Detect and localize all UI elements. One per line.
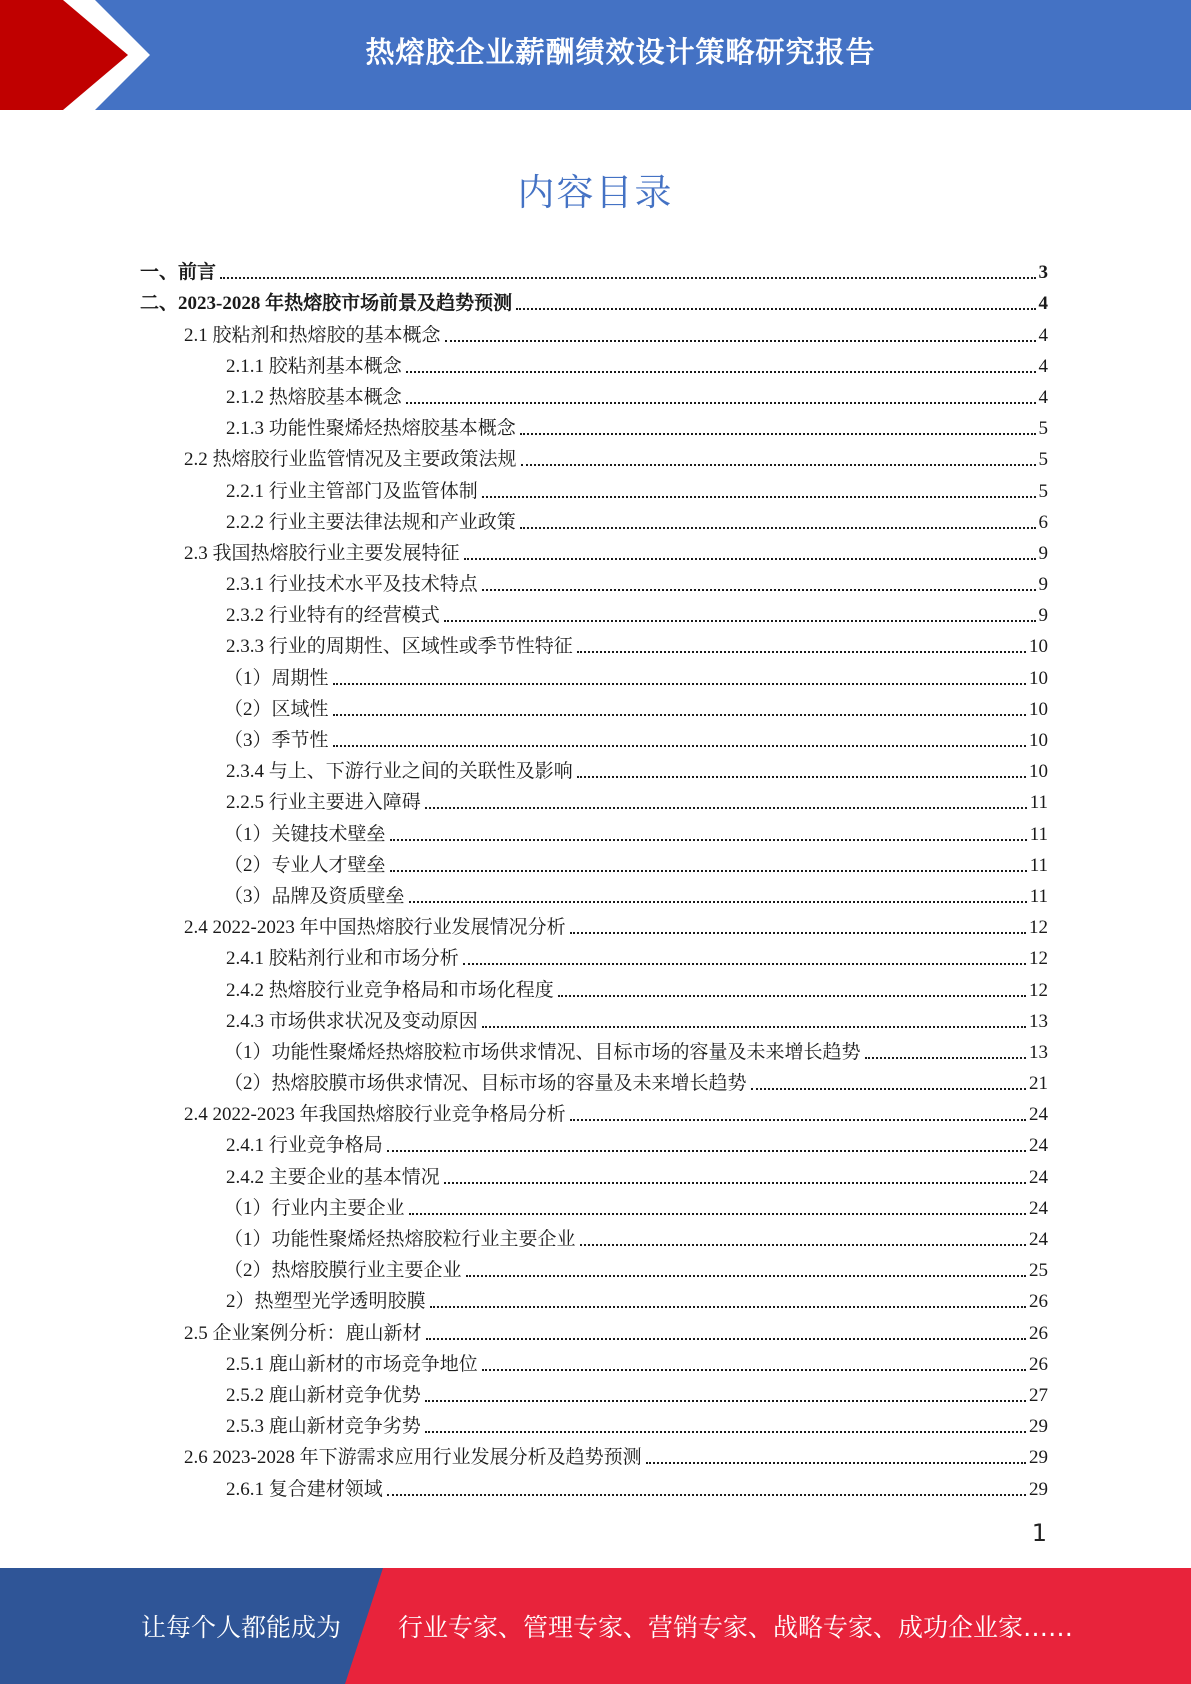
toc-entry-label: 2.2.2 行业主要法律法规和产业政策 <box>226 511 516 533</box>
toc-dot-leader <box>445 340 1036 342</box>
toc-entry[interactable] <box>140 1095 1048 1126</box>
toc-entry[interactable] <box>140 347 1048 378</box>
toc-entry-page: 3 <box>1038 262 1048 284</box>
toc-entry[interactable] <box>140 409 1048 440</box>
toc-entry[interactable] <box>140 315 1048 346</box>
toc-dot-leader <box>220 277 1035 279</box>
toc-dot-leader <box>387 1150 1026 1152</box>
toc-entry-page: 4 <box>1038 324 1048 346</box>
table-of-contents <box>140 253 1048 1501</box>
toc-dot-leader <box>406 402 1036 404</box>
toc-entry-page: 11 <box>1029 823 1048 845</box>
toc-dot-leader <box>425 807 1027 809</box>
toc-dot-leader <box>570 932 1026 934</box>
toc-dot-leader <box>516 308 1035 310</box>
toc-entry[interactable] <box>140 1126 1048 1157</box>
toc-entry-label: 2.4.1 胶粘剂行业和市场分析 <box>226 948 459 970</box>
toc-entry-page: 21 <box>1029 1073 1048 1095</box>
toc-entry-page: 11 <box>1029 792 1048 814</box>
toc-entry-page: 13 <box>1029 1010 1048 1032</box>
toc-entry-page: 10 <box>1029 698 1048 720</box>
toc-entry-page: 5 <box>1038 480 1048 502</box>
toc-entry-page: 4 <box>1038 386 1048 408</box>
toc-entry[interactable] <box>140 658 1048 689</box>
toc-entry-label: （1）功能性聚烯烃热熔胶粒市场供求情况、目标市场的容量及未来增长趋势 <box>224 1041 861 1063</box>
toc-entry-label: 2.5.2 鹿山新材竞争优势 <box>226 1384 421 1406</box>
toc-dot-leader <box>333 714 1026 716</box>
toc-entry-label: 2.2.5 行业主要进入障碍 <box>226 792 421 814</box>
footer-slogan-right: 行业专家、管理专家、营销专家、战略专家、成功企业家…… <box>398 1613 1074 1642</box>
toc-entry[interactable] <box>140 939 1048 970</box>
toc-dot-leader <box>333 683 1026 685</box>
toc-entry-page: 29 <box>1029 1416 1048 1438</box>
toc-dot-leader <box>577 651 1026 653</box>
toc-entry-page: 10 <box>1029 667 1048 689</box>
toc-entry-label: 2.4.2 主要企业的基本情况 <box>226 1166 440 1188</box>
toc-entry[interactable] <box>140 877 1048 908</box>
toc-entry[interactable] <box>140 1407 1048 1438</box>
toc-entry-label: 2.2 热熔胶行业监管情况及主要政策法规 <box>184 449 517 471</box>
toc-entry[interactable] <box>140 1002 1048 1033</box>
toc-entry[interactable] <box>140 1345 1048 1376</box>
toc-entry-page: 10 <box>1029 730 1048 751</box>
toc-dot-leader <box>333 745 1026 747</box>
toc-entry-page: 24 <box>1029 1104 1048 1126</box>
toc-entry-label: 2.4 2022-2023 年我国热熔胶行业竞争格局分析 <box>184 1104 566 1126</box>
toc-entry-label: 一、前言 <box>140 262 217 284</box>
toc-entry-label: （1）关键技术壁垒 <box>224 823 386 845</box>
toc-entry-page: 9 <box>1038 574 1048 596</box>
toc-entry-label: 2.1.2 热熔胶基本概念 <box>226 386 402 408</box>
toc-entry[interactable] <box>140 970 1048 1001</box>
toc-entry-page: 4 <box>1038 293 1048 315</box>
toc-dot-leader <box>444 620 1036 622</box>
toc-entry[interactable] <box>140 783 1048 814</box>
toc-entry-page: 24 <box>1029 1166 1048 1188</box>
toc-dot-leader <box>521 464 1036 466</box>
toc-dot-leader <box>482 589 1036 591</box>
toc-dot-leader <box>482 1369 1026 1371</box>
toc-entry-label: 2.4.3 市场供求状况及变动原因 <box>226 1010 478 1032</box>
toc-entry-page: 5 <box>1038 418 1048 440</box>
toc-heading: 内容目录 <box>517 171 674 214</box>
toc-entry-label: （1）周期性 <box>224 667 329 689</box>
toc-entry[interactable] <box>140 908 1048 939</box>
toc-dot-leader <box>865 1057 1026 1059</box>
toc-entry-label: 2.6.1 复合建材领域 <box>226 1478 383 1500</box>
toc-dot-leader <box>426 1338 1026 1340</box>
toc-entry-page: 10 <box>1029 761 1048 783</box>
toc-entry-label: （3）季节性 <box>224 730 329 751</box>
toc-entry-page: 6 <box>1038 511 1048 533</box>
toc-entry[interactable] <box>140 1251 1048 1282</box>
toc-entry-label: 2.3.2 行业特有的经营模式 <box>226 605 440 627</box>
toc-entry-page: 24 <box>1029 1229 1048 1250</box>
toc-entry-page: 29 <box>1029 1447 1048 1469</box>
toc-dot-leader <box>751 1088 1026 1090</box>
toc-entry[interactable] <box>140 1376 1048 1407</box>
toc-entry[interactable] <box>140 721 1048 752</box>
toc-entry-page: 9 <box>1038 605 1048 627</box>
toc-entry-label: 2）热塑型光学透明胶膜 <box>226 1291 426 1313</box>
toc-entry-label: 2.3.4 与上、下游行业之间的关联性及影响 <box>226 761 573 783</box>
toc-entry[interactable] <box>140 1220 1048 1251</box>
toc-entry[interactable] <box>140 1469 1048 1500</box>
toc-dot-leader <box>409 901 1027 903</box>
toc-entry-label: 2.3.3 行业的周期性、区域性或季节性特征 <box>226 636 573 658</box>
toc-entry-page: 10 <box>1029 636 1048 658</box>
toc-entry[interactable] <box>140 534 1048 565</box>
toc-entry-label: 二、2023-2028 年热熔胶市场前景及趋势预测 <box>140 293 513 315</box>
toc-entry-page: 25 <box>1029 1260 1048 1282</box>
toc-entry-label: 2.4 2022-2023 年中国热熔胶行业发展情况分析 <box>184 917 566 939</box>
toc-entry-page: 9 <box>1038 542 1048 564</box>
toc-entry[interactable] <box>140 596 1048 627</box>
toc-entry-label: 2.2.1 行业主管部门及监管体制 <box>226 480 478 502</box>
footer-slogan-left: 让每个人都能成为 <box>141 1613 342 1642</box>
toc-entry-label: 2.3.1 行业技术水平及技术特点 <box>226 574 478 596</box>
toc-entry[interactable] <box>140 690 1048 721</box>
toc-entry-page: 4 <box>1038 355 1048 377</box>
toc-dot-leader <box>580 1244 1026 1246</box>
toc-entry-label: 2.1.3 功能性聚烯烃热熔胶基本概念 <box>226 418 516 440</box>
report-title: 热熔胶企业薪酬绩效设计策略研究报告 <box>365 34 876 69</box>
toc-entry[interactable] <box>140 627 1048 658</box>
toc-dot-leader <box>390 839 1027 841</box>
toc-dot-leader <box>425 1431 1026 1433</box>
toc-dot-leader <box>430 1306 1026 1308</box>
toc-entry-label: 2.5.3 鹿山新材竞争劣势 <box>226 1416 421 1438</box>
toc-entry-page: 26 <box>1029 1353 1048 1375</box>
toc-entry-label: 2.5 企业案例分析：鹿山新材 <box>184 1322 422 1344</box>
toc-entry-page: 26 <box>1029 1322 1048 1344</box>
toc-dot-leader <box>463 963 1026 965</box>
toc-entry-label: （1）行业内主要企业 <box>224 1197 405 1219</box>
toc-entry-label: 2.1.1 胶粘剂基本概念 <box>226 355 402 377</box>
toc-dot-leader <box>577 776 1026 778</box>
toc-entry[interactable] <box>140 440 1048 471</box>
toc-entry-label: 2.1 胶粘剂和热熔胶的基本概念 <box>184 324 441 346</box>
toc-entry[interactable] <box>140 814 1048 845</box>
toc-entry[interactable] <box>140 253 1048 284</box>
page-footer <box>0 1568 1191 1684</box>
toc-entry[interactable] <box>140 1033 1048 1064</box>
toc-entry-page: 11 <box>1029 854 1048 876</box>
toc-entry[interactable] <box>140 752 1048 783</box>
toc-entry[interactable] <box>140 1189 1048 1220</box>
toc-entry[interactable] <box>140 284 1048 315</box>
toc-dot-leader <box>425 1400 1026 1402</box>
header-arrow-decoration <box>0 0 160 110</box>
toc-entry[interactable] <box>140 471 1048 502</box>
toc-entry-label: （2）专业人才壁垒 <box>224 854 386 876</box>
toc-dot-leader <box>390 870 1027 872</box>
toc-entry[interactable] <box>140 378 1048 409</box>
toc-dot-leader <box>466 1275 1026 1277</box>
toc-entry[interactable] <box>140 1282 1048 1313</box>
toc-dot-leader <box>406 371 1036 373</box>
toc-dot-leader <box>482 496 1036 498</box>
toc-entry-label: （3）品牌及资质壁垒 <box>224 885 405 907</box>
toc-dot-leader <box>570 1119 1026 1121</box>
toc-entry[interactable] <box>140 1313 1048 1344</box>
toc-dot-leader <box>520 527 1036 529</box>
toc-entry[interactable] <box>140 1064 1048 1095</box>
toc-dot-leader <box>482 1026 1026 1028</box>
toc-entry-label: 2.4.1 行业竞争格局 <box>226 1135 383 1157</box>
toc-entry-page: 12 <box>1029 948 1048 970</box>
page-number: 1 <box>1031 1519 1047 1547</box>
toc-entry-page: 24 <box>1029 1135 1048 1157</box>
toc-entry-page: 12 <box>1029 917 1048 939</box>
toc-dot-leader <box>444 1182 1026 1184</box>
toc-entry-label: 2.3 我国热熔胶行业主要发展特征 <box>184 542 460 564</box>
toc-dot-leader <box>387 1494 1026 1496</box>
toc-entry[interactable] <box>140 565 1048 596</box>
toc-entry-label: （2）热熔胶膜行业主要企业 <box>224 1260 462 1282</box>
toc-entry-label: 2.6 2023-2028 年下游需求应用行业发展分析及趋势预测 <box>184 1447 642 1469</box>
toc-dot-leader <box>464 558 1036 560</box>
toc-entry-page: 26 <box>1029 1291 1048 1313</box>
toc-entry-page: 27 <box>1029 1384 1048 1406</box>
toc-entry-label: 2.5.1 鹿山新材的市场竞争地位 <box>226 1353 478 1375</box>
toc-entry-label: （1）功能性聚烯烃热熔胶粒行业主要企业 <box>224 1229 576 1250</box>
toc-entry[interactable] <box>140 1157 1048 1188</box>
toc-entry-page: 12 <box>1029 979 1048 1001</box>
toc-entry[interactable] <box>140 846 1048 877</box>
page-header <box>0 0 1191 110</box>
toc-dot-leader <box>520 433 1036 435</box>
toc-dot-leader <box>646 1462 1026 1464</box>
toc-entry-page: 24 <box>1029 1197 1048 1219</box>
toc-entry-page: 11 <box>1029 885 1048 907</box>
toc-entry-label: 2.4.2 热熔胶行业竞争格局和市场化程度 <box>226 979 554 1001</box>
toc-dot-leader <box>409 1213 1026 1215</box>
toc-entry-page: 13 <box>1029 1041 1048 1063</box>
toc-entry-label: （2）热熔胶膜市场供求情况、目标市场的容量及未来增长趋势 <box>224 1073 747 1095</box>
toc-dot-leader <box>558 995 1026 997</box>
toc-entry-label: （2）区域性 <box>224 698 329 720</box>
toc-entry[interactable] <box>140 1438 1048 1469</box>
toc-entry-page: 29 <box>1029 1478 1048 1500</box>
toc-entry[interactable] <box>140 503 1048 534</box>
toc-entry-page: 5 <box>1038 449 1048 471</box>
